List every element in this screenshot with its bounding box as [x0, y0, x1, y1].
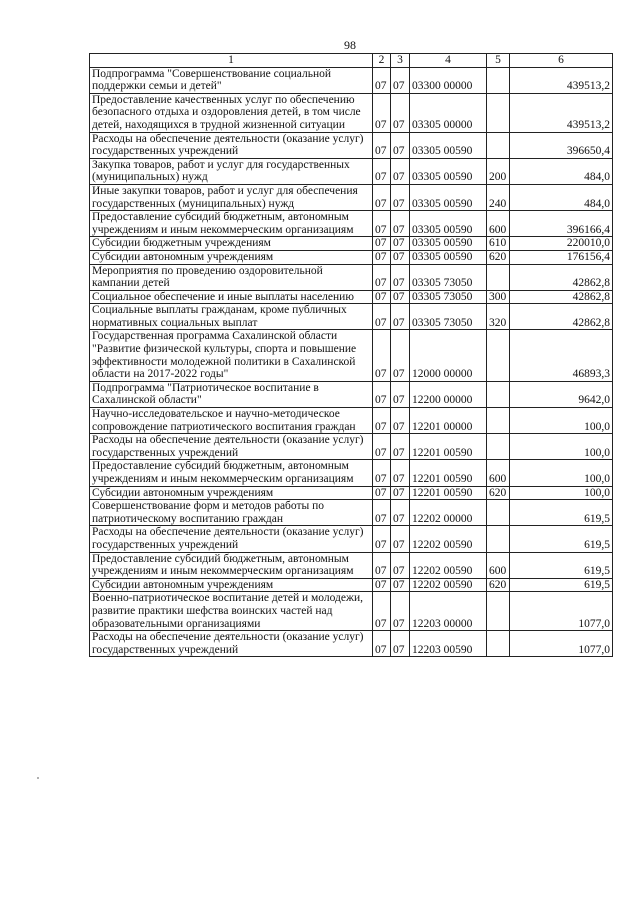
section-code-cell: 07 [373, 460, 391, 486]
expense-type-cell: 620 [487, 578, 510, 592]
subsection-code-cell: 07 [391, 592, 410, 631]
expense-type-cell: 600 [487, 460, 510, 486]
target-article-cell: 03300 00000 [410, 67, 487, 93]
amount-cell: 619,5 [510, 552, 613, 578]
expense-type-cell [487, 408, 510, 434]
expense-type-cell: 240 [487, 184, 510, 210]
row-name-cell: Расходы на обеспечение деятельности (оказание услуг) государственных учреждений [90, 631, 373, 657]
amount-cell: 100,0 [510, 434, 613, 460]
row-name-cell: Мероприятия по проведению оздоровительной кампании детей [90, 264, 373, 290]
row-name-cell: Социальное обеспечение и иные выплаты населению [90, 290, 373, 304]
subsection-code-cell: 07 [391, 132, 410, 158]
section-code-cell: 07 [373, 434, 391, 460]
target-article-cell: 03305 00590 [410, 184, 487, 210]
row-name-cell: Закупка товаров, работ и услуг для государственных (муниципальных) нужд [90, 158, 373, 184]
section-code-cell: 07 [373, 132, 391, 158]
target-article-cell: 03305 00590 [410, 250, 487, 264]
amount-cell: 42862,8 [510, 290, 613, 304]
table-row [90, 67, 613, 93]
table-row [90, 526, 613, 552]
expense-type-cell [487, 500, 510, 526]
row-name-cell: Совершенствование форм и методов работы по патриотическому воспитанию граждан [90, 500, 373, 526]
table-header-row [90, 54, 613, 68]
expense-type-cell: 320 [487, 304, 510, 330]
amount-cell: 439513,2 [510, 67, 613, 93]
table-row [90, 158, 613, 184]
target-article-cell: 12202 00590 [410, 552, 487, 578]
expense-type-cell: 200 [487, 158, 510, 184]
amount-cell: 619,5 [510, 578, 613, 592]
subsection-code-cell: 07 [391, 250, 410, 264]
scan-speck [37, 777, 39, 779]
expense-type-cell [487, 93, 510, 132]
target-article-cell: 12200 00000 [410, 381, 487, 407]
amount-cell: 100,0 [510, 486, 613, 500]
row-name-cell: Предоставление качественных услуг по обеспечению безопасного отдыха и оздоровления детей, в том числе детей, находящихся в трудной жизненной ситуации [90, 93, 373, 132]
table-row [90, 184, 613, 210]
target-article-cell: 12202 00590 [410, 578, 487, 592]
amount-cell: 1077,0 [510, 631, 613, 657]
table-row [90, 592, 613, 631]
table-row [90, 500, 613, 526]
section-code-cell: 07 [373, 67, 391, 93]
table-row [90, 578, 613, 592]
row-name-cell: Подпрограмма "Патриотическое воспитание в Сахалинской области" [90, 381, 373, 407]
target-article-cell: 12203 00590 [410, 631, 487, 657]
table-row [90, 408, 613, 434]
expense-type-cell [487, 592, 510, 631]
table-row [90, 304, 613, 330]
target-article-cell: 12203 00000 [410, 592, 487, 631]
section-code-cell: 07 [373, 330, 391, 381]
section-code-cell: 07 [373, 211, 391, 237]
table-row [90, 330, 613, 381]
target-article-cell: 12201 00590 [410, 486, 487, 500]
column-header: 6 [510, 54, 613, 68]
budget-table [89, 53, 613, 657]
amount-cell: 100,0 [510, 460, 613, 486]
row-name-cell: Военно-патриотическое воспитание детей и молодежи, развитие практики шефства воинских частей над образовательными организациями [90, 592, 373, 631]
expense-type-cell [487, 631, 510, 657]
target-article-cell: 12201 00590 [410, 434, 487, 460]
amount-cell: 176156,4 [510, 250, 613, 264]
target-article-cell: 12202 00000 [410, 500, 487, 526]
column-header: 3 [391, 54, 410, 68]
section-code-cell: 07 [373, 237, 391, 251]
section-code-cell: 07 [373, 184, 391, 210]
column-header: 2 [373, 54, 391, 68]
section-code-cell: 07 [373, 592, 391, 631]
amount-cell: 396650,4 [510, 132, 613, 158]
subsection-code-cell: 07 [391, 290, 410, 304]
section-code-cell: 07 [373, 250, 391, 264]
row-name-cell: Государственная программа Сахалинской области "Развитие физической культуры, спорта и повышение эффективности молодежной политики в Сахалинской области на 2017-2022 годы" [90, 330, 373, 381]
table-row [90, 434, 613, 460]
subsection-code-cell: 07 [391, 500, 410, 526]
row-name-cell: Субсидии автономным учреждениям [90, 486, 373, 500]
expense-type-cell [487, 330, 510, 381]
section-code-cell: 07 [373, 304, 391, 330]
target-article-cell: 03305 00000 [410, 93, 487, 132]
target-article-cell: 03305 73050 [410, 290, 487, 304]
subsection-code-cell: 07 [391, 434, 410, 460]
subsection-code-cell: 07 [391, 330, 410, 381]
subsection-code-cell: 07 [391, 264, 410, 290]
section-code-cell: 07 [373, 381, 391, 407]
table-row [90, 132, 613, 158]
subsection-code-cell: 07 [391, 304, 410, 330]
subsection-code-cell: 07 [391, 486, 410, 500]
expense-type-cell: 600 [487, 552, 510, 578]
target-article-cell: 03305 73050 [410, 304, 487, 330]
subsection-code-cell: 07 [391, 158, 410, 184]
amount-cell: 619,5 [510, 500, 613, 526]
row-name-cell: Предоставление субсидий бюджетным, автономным учреждениям и иным некоммерческим организациям [90, 211, 373, 237]
section-code-cell: 07 [373, 93, 391, 132]
amount-cell: 1077,0 [510, 592, 613, 631]
amount-cell: 484,0 [510, 184, 613, 210]
target-article-cell: 12201 00000 [410, 408, 487, 434]
row-name-cell: Иные закупки товаров, работ и услуг для обеспечения государственных (муниципальных) нужд [90, 184, 373, 210]
section-code-cell: 07 [373, 408, 391, 434]
subsection-code-cell: 07 [391, 381, 410, 407]
expense-type-cell: 610 [487, 237, 510, 251]
expense-type-cell: 300 [487, 290, 510, 304]
table-row [90, 486, 613, 500]
subsection-code-cell: 07 [391, 460, 410, 486]
section-code-cell: 07 [373, 500, 391, 526]
target-article-cell: 03305 00590 [410, 158, 487, 184]
table-row [90, 290, 613, 304]
section-code-cell: 07 [373, 631, 391, 657]
section-code-cell: 07 [373, 578, 391, 592]
subsection-code-cell: 07 [391, 67, 410, 93]
expense-type-cell [487, 526, 510, 552]
expense-type-cell [487, 67, 510, 93]
amount-cell: 100,0 [510, 408, 613, 434]
row-name-cell: Предоставление субсидий бюджетным, автономным учреждениям и иным некоммерческим организациям [90, 460, 373, 486]
subsection-code-cell: 07 [391, 631, 410, 657]
section-code-cell: 07 [373, 264, 391, 290]
amount-cell: 9642,0 [510, 381, 613, 407]
target-article-cell: 12202 00590 [410, 526, 487, 552]
row-name-cell: Расходы на обеспечение деятельности (оказание услуг) государственных учреждений [90, 434, 373, 460]
amount-cell: 396166,4 [510, 211, 613, 237]
page-number: 98 [344, 38, 356, 52]
row-name-cell: Субсидии автономным учреждениям [90, 250, 373, 264]
table-row [90, 250, 613, 264]
target-article-cell: 03305 00590 [410, 211, 487, 237]
table-row [90, 211, 613, 237]
target-article-cell: 12201 00590 [410, 460, 487, 486]
subsection-code-cell: 07 [391, 211, 410, 237]
amount-cell: 220010,0 [510, 237, 613, 251]
expense-type-cell: 620 [487, 250, 510, 264]
amount-cell: 42862,8 [510, 304, 613, 330]
table-row [90, 93, 613, 132]
row-name-cell: Расходы на обеспечение деятельности (оказание услуг) государственных учреждений [90, 526, 373, 552]
amount-cell: 484,0 [510, 158, 613, 184]
row-name-cell: Подпрограмма "Совершенствование социальной поддержки семьи и детей" [90, 67, 373, 93]
subsection-code-cell: 07 [391, 526, 410, 552]
section-code-cell: 07 [373, 158, 391, 184]
amount-cell: 439513,2 [510, 93, 613, 132]
subsection-code-cell: 07 [391, 237, 410, 251]
table-row [90, 631, 613, 657]
expense-type-cell [487, 132, 510, 158]
row-name-cell: Субсидии автономным учреждениям [90, 578, 373, 592]
table-row [90, 237, 613, 251]
row-name-cell: Социальные выплаты гражданам, кроме публичных нормативных социальных выплат [90, 304, 373, 330]
target-article-cell: 12000 00000 [410, 330, 487, 381]
target-article-cell: 03305 00590 [410, 132, 487, 158]
table-row [90, 552, 613, 578]
subsection-code-cell: 07 [391, 552, 410, 578]
row-name-cell: Научно-исследовательское и научно-методическое сопровождение патриотического воспитания граждан [90, 408, 373, 434]
amount-cell: 619,5 [510, 526, 613, 552]
expense-type-cell: 600 [487, 211, 510, 237]
section-code-cell: 07 [373, 552, 391, 578]
expense-type-cell [487, 264, 510, 290]
row-name-cell: Расходы на обеспечение деятельности (оказание услуг) государственных учреждений [90, 132, 373, 158]
subsection-code-cell: 07 [391, 408, 410, 434]
row-name-cell: Субсидии бюджетным учреждениям [90, 237, 373, 251]
table-row [90, 264, 613, 290]
column-header: 4 [410, 54, 487, 68]
expense-type-cell [487, 381, 510, 407]
table-row [90, 460, 613, 486]
column-header: 1 [90, 54, 373, 68]
subsection-code-cell: 07 [391, 578, 410, 592]
section-code-cell: 07 [373, 526, 391, 552]
target-article-cell: 03305 00590 [410, 237, 487, 251]
section-code-cell: 07 [373, 486, 391, 500]
expense-type-cell [487, 434, 510, 460]
section-code-cell: 07 [373, 290, 391, 304]
table-row [90, 381, 613, 407]
column-header: 5 [487, 54, 510, 68]
subsection-code-cell: 07 [391, 184, 410, 210]
amount-cell: 42862,8 [510, 264, 613, 290]
expense-type-cell: 620 [487, 486, 510, 500]
target-article-cell: 03305 73050 [410, 264, 487, 290]
subsection-code-cell: 07 [391, 93, 410, 132]
amount-cell: 46893,3 [510, 330, 613, 381]
row-name-cell: Предоставление субсидий бюджетным, автономным учреждениям и иным некоммерческим организациям [90, 552, 373, 578]
